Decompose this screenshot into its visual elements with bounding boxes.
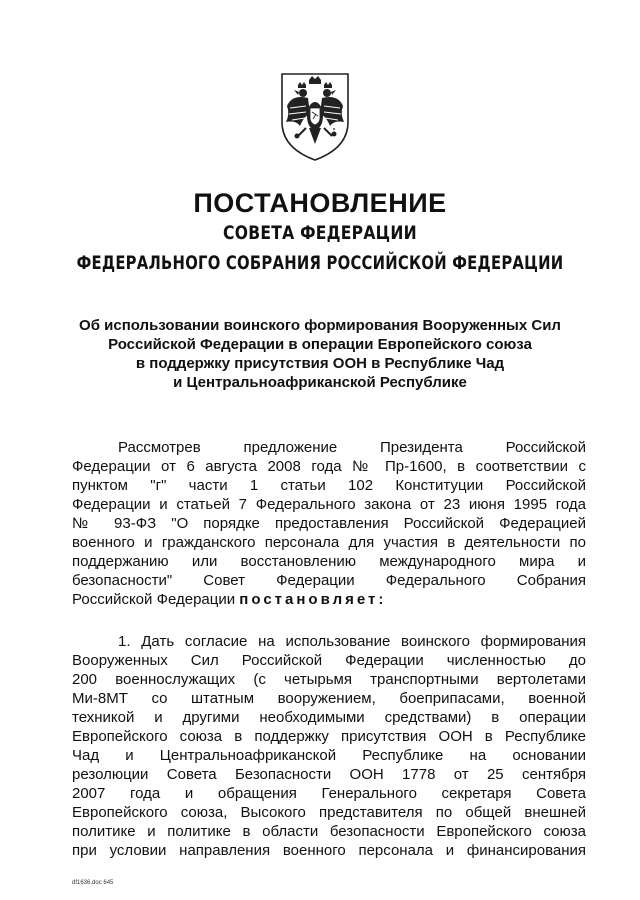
subject-line: в поддержку присутствия ООН в Республике Чад <box>135 355 505 372</box>
text-line: Ми-8МТ со штатным вооружением, боеприпасами, военной <box>72 690 586 707</box>
text-line: Российской Федерации <box>72 591 236 608</box>
text-line: Вооруженных Сил Российской Федерации численностью до <box>72 652 586 669</box>
subject-line: Об использовании воинского формирования Вооруженных Сил <box>79 317 561 334</box>
text-line: поддержанию или восстановлению международного мира и <box>72 553 586 570</box>
subject-line: Российской Федерации в операции Европейского союза <box>108 336 532 353</box>
text-line: безопасности" Совет Федерации Федерального Собрания <box>72 572 586 589</box>
document-reference: df1636.doc 645 <box>72 880 114 886</box>
text-line: при условии направления военного персонала и финансирования <box>72 842 586 859</box>
clause-1-paragraph <box>72 632 586 860</box>
text-line: техникой и другими необходимыми средствами) в операции <box>72 709 586 726</box>
text-line: пунктом "г" части 1 статьи 102 Конституции Российской <box>72 477 586 494</box>
text-line: Чад и Центральноафриканской Республике на основании <box>72 747 586 764</box>
text-line: резолюции Совета Безопасности ООН 1778 от 25 сентября <box>72 766 586 783</box>
issuer-line-2: ФЕДЕРАЛЬНОГО СОБРАНИЯ РОССИЙСКОЙ ФЕДЕРАЦИИ <box>76 252 564 274</box>
russian-double-headed-eagle-icon <box>278 70 352 162</box>
document-title: ПОСТАНОВЛЕНИЕ <box>193 188 447 218</box>
text-line: 2007 года и обращения Генерального секретаря Совета <box>72 785 586 802</box>
text-line: Рассмотрев предложение Президента Российской <box>118 439 586 456</box>
resolves-word: постановляет: <box>239 591 387 608</box>
text-line: Европейского союза, Высокого представителя по общей внешней <box>72 804 586 821</box>
text-line: Федерации и статьей 7 Федерального закона от 23 июня 1995 года <box>72 496 586 513</box>
text-line: Европейского союза в поддержку присутствия ООН в Республике <box>72 728 586 745</box>
text-line-final <box>72 590 586 609</box>
issuer-line-1: СОВЕТА ФЕДЕРАЦИИ <box>223 222 417 244</box>
subject-line: и Центральноафриканской Республике <box>173 374 467 391</box>
text-line: 200 военнослужащих (с четырьмя транспортными вертолетами <box>72 671 586 688</box>
text-line: военного и гражданского персонала для участия в деятельности по <box>72 534 586 551</box>
text-line: Федерации от 6 августа 2008 года № Пр-1600, в соответствии с <box>72 458 586 475</box>
resolution-subject <box>60 316 580 392</box>
preamble-paragraph <box>72 438 586 609</box>
text-line: 1. Дать согласие на использование воинского формирования <box>118 633 586 650</box>
text-line: № 93-ФЗ "О порядке предоставления Российской Федерацией <box>72 515 586 532</box>
text-line: политике и политике в области безопасности Европейского союза <box>72 823 586 840</box>
